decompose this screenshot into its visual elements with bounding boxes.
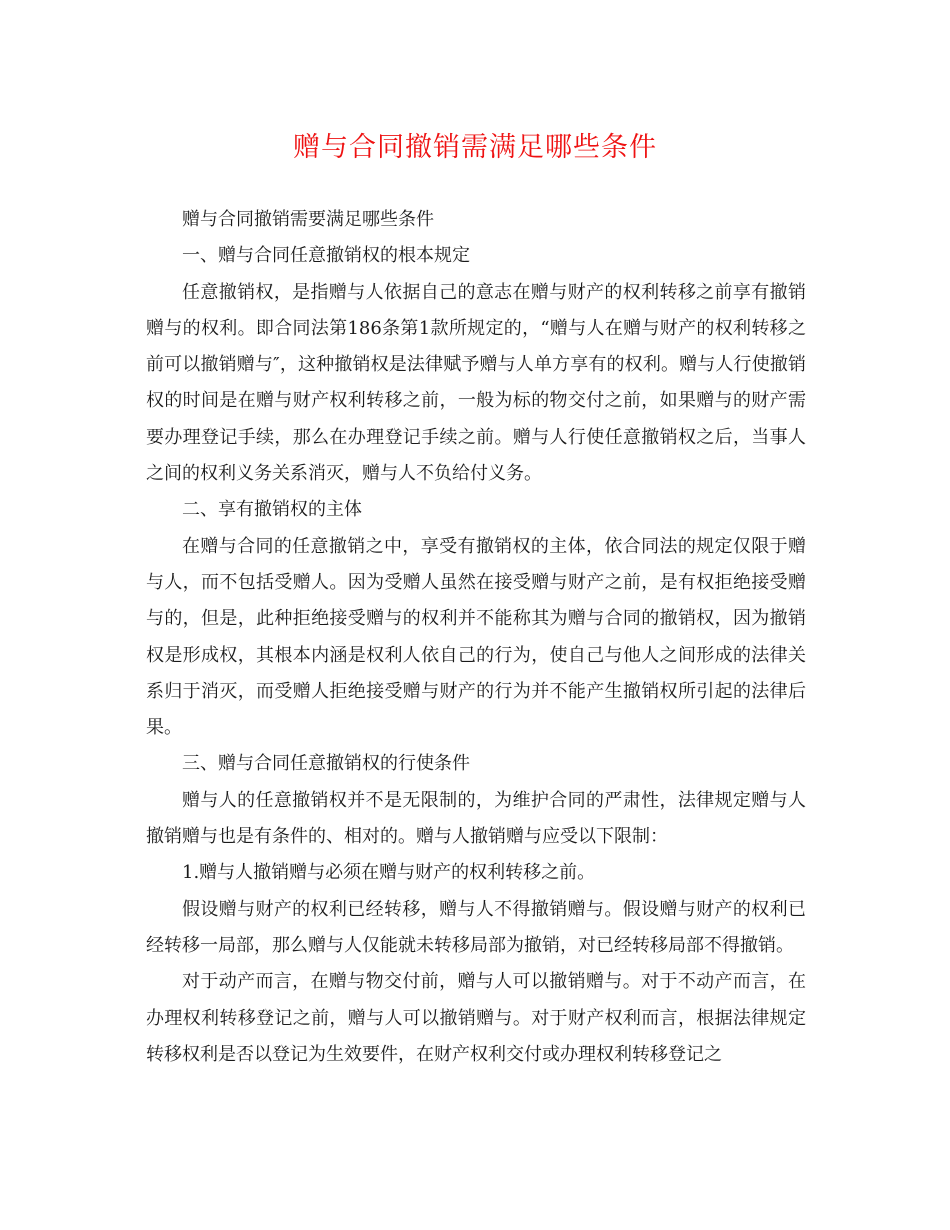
body-paragraph: 对于动产而言，在赠与物交付前，赠与人可以撤销赠与。对于不动产而言，在办理权利转移登记之前，赠与人可以撤销赠与。对于财产权利而言，根据法律规定转移权利是否以登记为生效要件，在财产权利交付或办理权利转移登记之 bbox=[146, 971, 806, 1065]
body-paragraph: 假设赠与财产的权利已经转移，赠与人不得撤销赠与。假设赠与财产的权利已经转移一局部，那么赠与人仅能就未转移局部为撤销，对已经转移局部不得撤销。 bbox=[146, 898, 806, 956]
body-paragraph: 在赠与合同的任意撤销之中，享受有撤销权的主体，依合同法的规定仅限于赠与人，而不包括受赠人。因为受赠人虽然在接受赠与财产之前，是有权拒绝接受赠与的，但是，此种拒绝接受赠与的权利并不能称其为赠与合同的撤销权，因为撤销权是形成权，其根本内涵是权利人依自己的行为，使自己与他人之间形成的法律关系归于消灭，而受赠人拒绝接受赠与财产的行为并不能产生撤销权所引起的法律后果。 bbox=[146, 535, 806, 739]
section-heading: 二、享有撤销权的主体 bbox=[182, 499, 362, 521]
body-paragraph: 赠与合同撤销需要满足哪些条件 bbox=[182, 209, 434, 230]
document-title: 赠与合同撤销需满足哪些条件 bbox=[293, 132, 657, 163]
body-paragraph: 赠与人的任意撤销权并不是无限制的，为维护合同的严肃性，法律规定赠与人撤销赠与也是有条件的、相对的。赠与人撤销赠与应受以下限制： bbox=[146, 789, 806, 848]
body-paragraph: 任意撤销权，是指赠与人依据自己的意志在赠与财产的权利转移之前享有撤销赠与的权利。即合同法第186条第1款所规定的，“赠与人在赠与财产的权利转移之前可以撤销赠与″，这种撤销权是法律赋予赠与人单方享有的权利。赠与人行使撤销权的时间是在赠与财产权利转移之前，一般为标的物交付之前，如果赠与的财产需要办理登记手续，那么在办理登记手续之前。赠与人行使任意撤销权之后，当事人之间的权利义务关系消灭，赠与人不负给付义务。 bbox=[146, 281, 806, 485]
section-heading: 三、赠与合同任意撤销权的行使条件 bbox=[182, 753, 470, 775]
list-item: 1.赠与人撤销赠与必须在赠与财产的权利转移之前。 bbox=[182, 862, 596, 884]
section-heading: 一、赠与合同任意撤销权的根本规定 bbox=[182, 245, 470, 267]
document-body bbox=[146, 202, 806, 1073]
